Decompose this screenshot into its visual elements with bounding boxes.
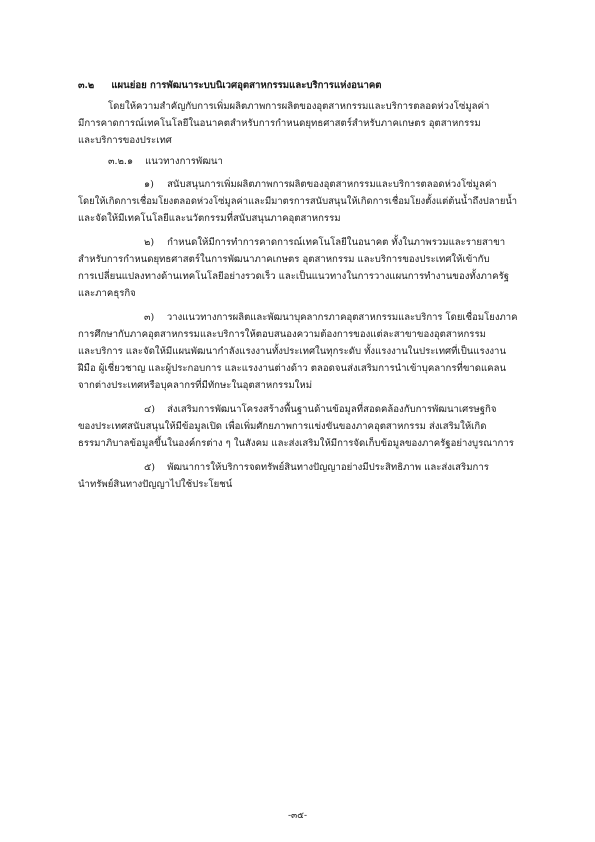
item-text: สนับสนุนการเพิ่มผลิตภาพการผลิตของอุตสาหกรรมและบริการตลอดห่วงโซ่มูลค่า	[167, 179, 497, 190]
item-number: ๑)	[144, 179, 154, 190]
list-item-line: โดยให้เกิดการเชื่อมโยงตลอดห่วงโซ่มูลค่าและมีมาตรการสนับสนุนให้เกิดการเชื่อมโยงตั้งแต่ต้นน้ำถึงปลายน้ำ	[78, 196, 518, 207]
page-number: -๓๕-	[287, 811, 308, 821]
list-item-first-line	[144, 178, 497, 191]
section-title: แผนย่อย การพัฒนาระบบนิเวศอุตสาหกรรมและบริการแห่งอนาคต	[111, 80, 382, 91]
list-item-line: ฝีมือ ผู้เชี่ยวชาญ และผู้ประกอบการ และแรงงานต่างด้าว ตลอดจนส่งเสริมการนำเข้าบุคลากรที่ขาดแคลน	[78, 363, 507, 374]
list-item-first-line	[144, 311, 517, 324]
section-number: ๓.๒	[78, 80, 95, 91]
item-text: กำหนดให้มีการทำการคาดการณ์เทคโนโลยีในอนาคต ทั้งในภาพรวมและรายสาขา	[167, 237, 506, 248]
list-item-first-line	[144, 461, 489, 474]
item-text: พัฒนาการให้บริการจดทรัพย์สินทางปัญญาอย่างมีประสิทธิภาพ และส่งเสริมการ	[167, 462, 489, 473]
intro-line: และบริการของประเทศ	[78, 135, 172, 146]
item-text: วางแนวทางการผลิตและพัฒนาบุคลากรภาคอุตสาหกรรมและบริการ โดยเชื่อมโยงภาค	[166, 312, 518, 323]
list-item-line: การเปลี่ยนแปลงทางด้านเทคโนโลยีอย่างรวดเร็ว และเป็นแนวทางในการวางแผนการทำงานของทั้งภาครัฐ	[78, 271, 510, 282]
list-item-line: ธรรมาภิบาลข้อมูลขึ้นในองค์กรต่าง ๆ ในสังคม และส่งเสริมให้มีการจัดเก็บข้อมูลของภาครัฐอย่างบูรณาการ	[78, 438, 514, 449]
list-item-first-line	[144, 403, 496, 416]
list-item-line: นำทรัพย์สินทางปัญญาไปใช้ประโยชน์	[78, 479, 233, 490]
intro-line: มีการคาดการณ์เทคโนโลยีในอนาคตสำหรับการกำหนดยุทธศาสตร์สำหรับภาคเกษตร อุตสาหกรรม	[78, 118, 481, 129]
intro-line: โดยให้ความสำคัญกับการเพิ่มผลิตภาพการผลิตของอุตสาหกรรมและบริการตลอดห่วงโซ่มูลค่า	[108, 101, 490, 112]
list-item-line: ของประเทศสนับสนุนให้มีข้อมูลเปิด เพื่อเพิ่มศักยภาพการแข่งขันของภาคอุตสาหกรรม ส่งเสริมให้เกิด	[78, 421, 487, 432]
list-item-line: จากต่างประเทศหรือบุคลากรที่มีทักษะในอุตสาหกรรมใหม่	[78, 380, 313, 391]
item-number: ๓)	[144, 312, 155, 323]
list-item-line: และจัดให้มีเทคโนโลยีและนวัตกรรมที่สนับสนุนภาคอุตสาหกรรม	[78, 213, 341, 224]
item-text: ส่งเสริมการพัฒนาโครงสร้างพื้นฐานด้านข้อมูลที่สอดคล้องกับการพัฒนาเศรษฐกิจ	[167, 404, 497, 415]
list-item-first-line	[144, 236, 505, 249]
item-number: ๕)	[144, 462, 156, 473]
subsection-number: ๓.๒.๑	[108, 156, 134, 167]
list-item-line: และบริการ และจัดให้มีแผนพัฒนากำลังแรงงานทั้งประเทศในทุกระดับ ทั้งแรงงานในประเทศที่เป็นแรงงาน	[78, 346, 507, 357]
subsection-heading	[108, 155, 223, 168]
subsection-title: แนวทางการพัฒนา	[145, 156, 223, 167]
list-item-line: สำหรับการกำหนดยุทธศาสตร์ในการพัฒนาภาคเกษตร อุตสาหกรรม และบริการของประเทศให้เข้ากับ	[78, 254, 490, 265]
list-item-line: การศึกษากับภาคอุตสาหกรรมและบริการให้ตอบสนองความต้องการของแต่ละสาขาของอุตสาหกรรม	[78, 329, 486, 340]
item-number: ๒)	[144, 237, 155, 248]
list-item-line: และภาคธุรกิจ	[78, 288, 136, 299]
item-number: ๔)	[144, 404, 156, 415]
section-heading	[78, 79, 382, 92]
